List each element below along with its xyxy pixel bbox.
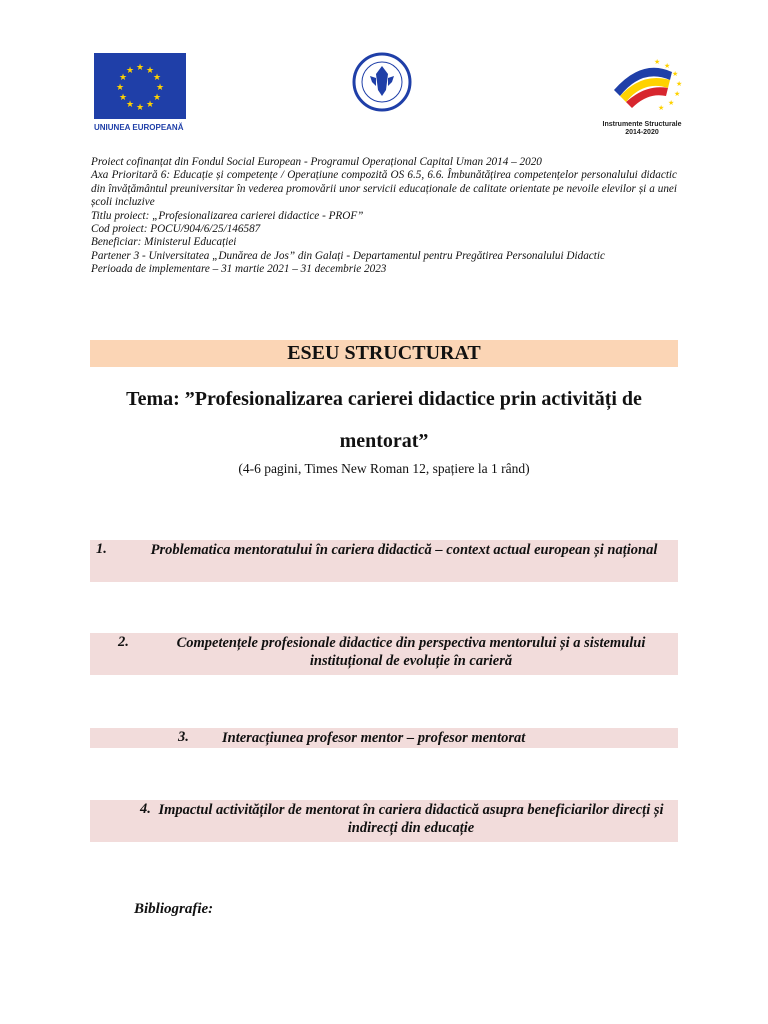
section-item xyxy=(90,540,678,582)
project-info-line: Beneficiar: Ministerul Educației xyxy=(91,236,237,249)
svg-text:★: ★ xyxy=(658,104,665,112)
svg-text:★: ★ xyxy=(115,83,125,93)
section-title: Interacțiunea profesor mentor – profesor mentorat xyxy=(222,730,526,746)
eu-flag-icon xyxy=(94,53,186,119)
format-note: (4-6 pagini, Times New Roman 12, spațiere la 1 rând) xyxy=(238,461,530,476)
section-title: Problematica mentoratului în cariera didactică – context actual european și național xyxy=(150,542,658,558)
eu-logo xyxy=(94,53,186,133)
section-number: 2. xyxy=(118,634,129,650)
svg-text:★: ★ xyxy=(135,63,145,73)
project-info-line: Axa Prioritară 6: Educație și competențe / Operațiune compozită OS 6.5, 6.6. Îmbunătățirea competențelor personalului didactic din învățământul preuniversitar în vederea promovării unor servicii educaționale de calitate orientate pe nevoile elevilor și a unei școli incluzive xyxy=(91,169,677,209)
svg-text:★: ★ xyxy=(654,58,661,66)
project-info xyxy=(91,156,677,277)
svg-text:★: ★ xyxy=(674,90,681,98)
section-number: 4. xyxy=(140,801,151,817)
eu-caption: UNIUNEA EUROPEANĂ xyxy=(94,123,184,132)
section-number: 1. xyxy=(96,541,107,557)
project-info-line: Titlu proiect: „Profesionalizarea carierei didactice - PROF” xyxy=(91,209,364,222)
instrumente-structurale-logo xyxy=(592,50,692,140)
svg-text:★: ★ xyxy=(155,83,165,93)
section-item xyxy=(90,633,678,675)
bibliography-label: Bibliografie: xyxy=(134,901,214,917)
svg-text:★: ★ xyxy=(676,80,683,88)
svg-text:★: ★ xyxy=(152,73,162,83)
section-title: Competențele profesionale didactice din perspectiva mentorului și a sistemului instituțional de evoluție în carieră xyxy=(176,635,646,669)
svg-text:★: ★ xyxy=(145,100,155,110)
svg-text:★: ★ xyxy=(118,73,128,83)
svg-text:★: ★ xyxy=(145,66,155,76)
svg-text:★: ★ xyxy=(125,66,135,76)
is-caption-line2: 2014-2020 xyxy=(625,129,659,136)
project-info-line: Perioada de implementare – 31 martie 2021 – 31 decembrie 2023 xyxy=(91,263,387,276)
section-title: Impactul activităților de mentorat în cariera didactică asupra beneficiarilor direcți și indirecți din educație xyxy=(158,802,664,836)
svg-text:★: ★ xyxy=(152,93,162,103)
project-info-line: Partener 3 - Universitatea „Dunărea de Jos” din Galați - Departamentul pentru Pregătirea Personalului Didactic xyxy=(91,249,605,262)
instrumente-structurale-icon xyxy=(592,50,692,116)
essay-theme: Tema: ”Profesionalizarea carierei didactice prin activități de mentorat” xyxy=(126,388,642,452)
svg-text:★: ★ xyxy=(672,70,679,78)
section-number: 3. xyxy=(178,729,189,745)
project-info-line: Cod proiect: POCU/904/6/25/146587 xyxy=(91,223,261,236)
svg-text:★: ★ xyxy=(125,100,135,110)
svg-text:★: ★ xyxy=(668,99,675,107)
project-info-line: Proiect cofinanțat din Fondul Social European - Programul Operațional Capital Uman 2014 – 2020 xyxy=(91,156,542,168)
svg-text:★: ★ xyxy=(118,93,128,103)
government-seal-logo xyxy=(352,52,412,112)
section-item xyxy=(90,728,678,748)
svg-text:★: ★ xyxy=(135,103,145,113)
section-item xyxy=(90,800,678,842)
svg-text:★: ★ xyxy=(664,62,671,70)
is-caption-line1: Instrumente Structurale xyxy=(602,121,682,128)
document-title: ESEU STRUCTURAT xyxy=(90,340,678,367)
